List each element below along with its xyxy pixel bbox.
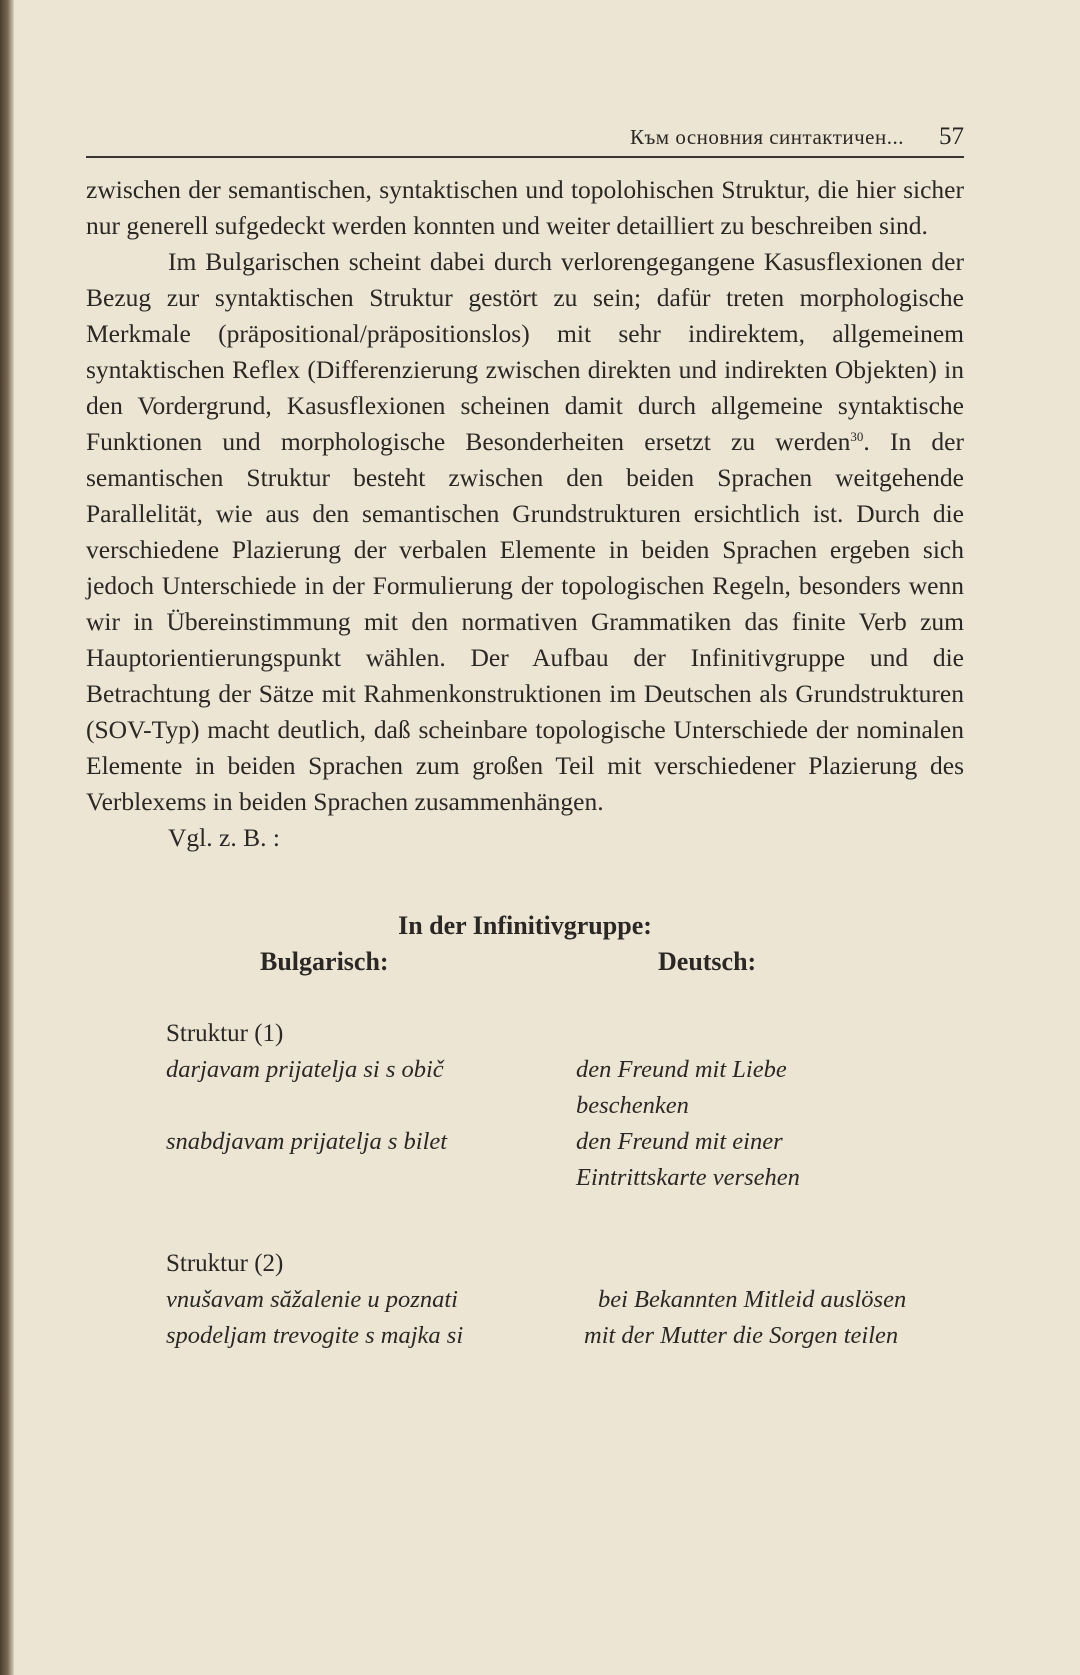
example-german-line-2: beschenken: [576, 1092, 689, 1119]
book-spine-shadow: [0, 0, 14, 1675]
example-german: [576, 1052, 996, 1124]
paragraph-2: [86, 244, 964, 820]
column-header-bulgarian: Bulgarisch:: [260, 947, 389, 976]
running-title: Към основния синтактичен...: [629, 125, 904, 149]
body-text: [86, 172, 964, 856]
example-row: [86, 1318, 964, 1354]
book-page: [86, 118, 964, 1354]
struktur-1-label: Struktur (1): [166, 1020, 284, 1047]
example-bulgarian: darjavam prijatelja si s obič: [166, 1056, 444, 1083]
paragraph-2-part-b: . In der semantischen Struktur besteht zwischen den beiden Sprachen weitgehende Parallelität, wie aus den semantischen Grundstrukturen ersichtlich ist. Durch die verschiedene Plazierung der verbalen Elemente in beiden Sprachen ergeben sich jedoch Unterschiede in der Formulierung der topologischen Regeln, besonders wenn wir in Übereinstimmung mit den normativen Grammatiken das finite Verb zum Hauptorientierungspunkt wählen. Der Aufbau der Infinitivgruppe und die Betrachtung der Sätze mit Rahmenkonstruktionen im Deutschen als Grundstrukturen (SOV-Typ) macht deutlich, daß scheinbare topologische Unterschiede der nominalen Elemente in beiden Sprachen zum großen Teil mit verschiedener Plazierung des Verblexems in beiden Sprachen zusammenhängen.: [86, 427, 964, 816]
example-bulgarian: spodeljam trevogite s majka si: [166, 1322, 464, 1349]
page-number: 57: [939, 123, 964, 150]
example-german: bei Bekannten Mitleid auslösen: [598, 1286, 907, 1313]
example-bulgarian: snabdjavam prijatelja s bilet: [166, 1128, 448, 1155]
paragraph-2-part-a: Im Bulgarischen scheint dabei durch verlorengegangene Kasusflexionen der Bezug zur syntaktischen Struktur gestört zu sein; dafür treten morphologische Merkmale (präpositional/präpositionslos) mit sehr indirektem, allgemeinem syntaktischen Reflex (Differenzierung zwischen direkten und indirekten Objekten) in den Vordergrund, Kasusflexionen scheinen damit durch allgemeine syntaktische Funktionen und morphologische Besonderheiten ersetzt zu werden: [86, 247, 964, 456]
example-bulgarian: vnušavam săžalenie u poznati: [166, 1286, 458, 1313]
example-german-line-2: Eintrittskarte versehen: [576, 1164, 800, 1191]
examples-title: In der Infinitivgruppe:: [398, 911, 652, 940]
example-row: [86, 1282, 964, 1318]
example-german-line-1: den Freund mit einer: [576, 1128, 783, 1155]
example-row: [86, 1124, 964, 1196]
example-german: [576, 1124, 996, 1196]
paragraph-1: zwischen der semantischen, syntaktischen und topolohischen Struktur, die hier sicher nur generell sufgedeckt werden konnten und weiter detailliert zu beschreiben sind.: [86, 175, 964, 240]
example-row: [86, 1052, 964, 1124]
struktur-2-label: Struktur (2): [166, 1250, 284, 1277]
column-header-german: Deutsch:: [658, 947, 757, 976]
column-headers: [86, 944, 964, 984]
vgl-line: Vgl. z. B. :: [168, 823, 280, 852]
running-header: [86, 118, 964, 158]
example-german: mit der Mutter die Sorgen teilen: [584, 1322, 899, 1349]
example-german-line-1: den Freund mit Liebe: [576, 1056, 787, 1083]
footnote-ref: 30: [850, 429, 864, 444]
